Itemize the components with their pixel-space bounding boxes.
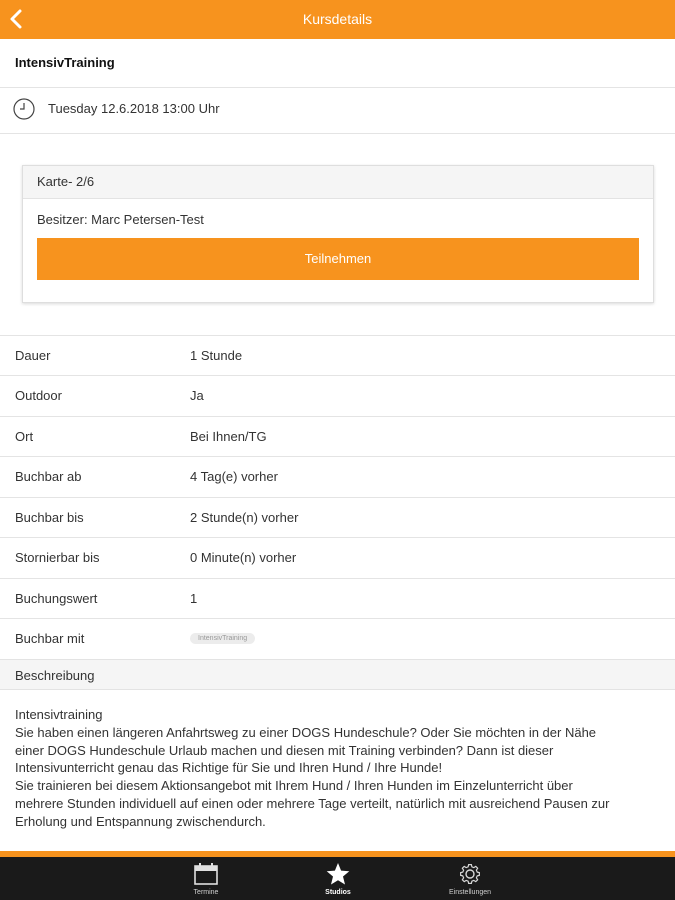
detail-row-bookable-from	[0, 456, 675, 496]
detail-row-cancellable-until	[0, 537, 675, 577]
tab-studios[interactable]	[278, 857, 398, 900]
tab-einstellungen[interactable]	[410, 857, 530, 900]
detail-value: 4 Tag(e) vorher	[190, 469, 278, 484]
detail-row-outdoor	[0, 375, 675, 415]
description-line: einer DOGS Hundeschule Urlaub machen und diesen mit Training verbinden? Dann ist dieser	[15, 742, 554, 758]
detail-value: 1	[190, 591, 198, 606]
membership-card	[22, 165, 654, 303]
description-line: Sie haben einen längeren Anfahrtsweg zu einer DOGS Hundeschule? Oder Sie möchten in der Nähe	[15, 724, 597, 740]
detail-row-booking-value	[0, 578, 675, 618]
description-line: mehrere Stunden individuell auf einen oder mehrere Tage verteilt, natürlich mit ausreichend Pausen zur	[15, 795, 610, 811]
description-line: Intensivtraining	[15, 707, 103, 722]
description-heading: Beschreibung	[15, 668, 95, 683]
detail-label: Buchbar ab	[15, 469, 82, 484]
detail-label: Buchbar bis	[15, 510, 84, 525]
detail-label: Buchbar mit	[15, 631, 85, 646]
card-title: Karte- 2/6	[23, 166, 653, 199]
detail-value: Bei Ihnen/TG	[190, 429, 267, 444]
detail-value: Ja	[190, 388, 204, 403]
page-title: Kursdetails	[302, 11, 373, 27]
description-text	[15, 706, 665, 831]
join-button[interactable]: Teilnehmen	[37, 238, 639, 280]
bottom-tab-bar	[0, 857, 675, 900]
tab-label: Studios	[325, 889, 351, 896]
detail-value: 1 Stunde	[190, 348, 243, 363]
detail-label: Ort	[15, 429, 34, 444]
tab-label: Einstellungen	[448, 889, 492, 896]
star-icon	[325, 862, 351, 886]
tab-label: Termine	[193, 889, 219, 896]
description-line: Intensivunterricht genau das Richtige für Sie und Ihren Hund / Ihre Hunde!	[15, 760, 443, 776]
calendar-icon	[193, 862, 219, 886]
course-title: IntensivTraining	[15, 55, 115, 70]
card-type-tag: IntensivTraining	[190, 633, 255, 644]
detail-value: 0 Minute(n) vorher	[190, 550, 297, 565]
detail-label: Buchungswert	[15, 591, 98, 606]
detail-label: Dauer	[15, 348, 51, 363]
divider	[0, 87, 675, 88]
detail-label: Stornierbar bis	[15, 550, 100, 565]
description-header	[0, 659, 675, 690]
detail-row-bookable-with	[0, 618, 675, 658]
detail-row-bookable-until	[0, 497, 675, 537]
top-bar	[0, 0, 675, 39]
detail-value: 2 Stunde(n) vorher	[190, 510, 299, 525]
description-line: Erholung und Entspannung zwischendurch.	[15, 813, 266, 829]
clock-icon	[13, 98, 35, 120]
course-datetime: Tuesday 12.6.2018 13:00 Uhr	[48, 101, 220, 116]
card-owner: Besitzer: Marc Petersen-Test	[37, 212, 204, 227]
gear-icon	[457, 862, 483, 886]
detail-label: Outdoor	[15, 388, 62, 403]
tab-termine[interactable]	[146, 857, 266, 900]
detail-row-location	[0, 416, 675, 456]
description-line: Sie trainieren bei diesem Aktionsangebot mit Ihrem Hund / Ihren Hunden im Einzelunterricht über	[15, 778, 573, 794]
detail-row-duration	[0, 335, 675, 375]
